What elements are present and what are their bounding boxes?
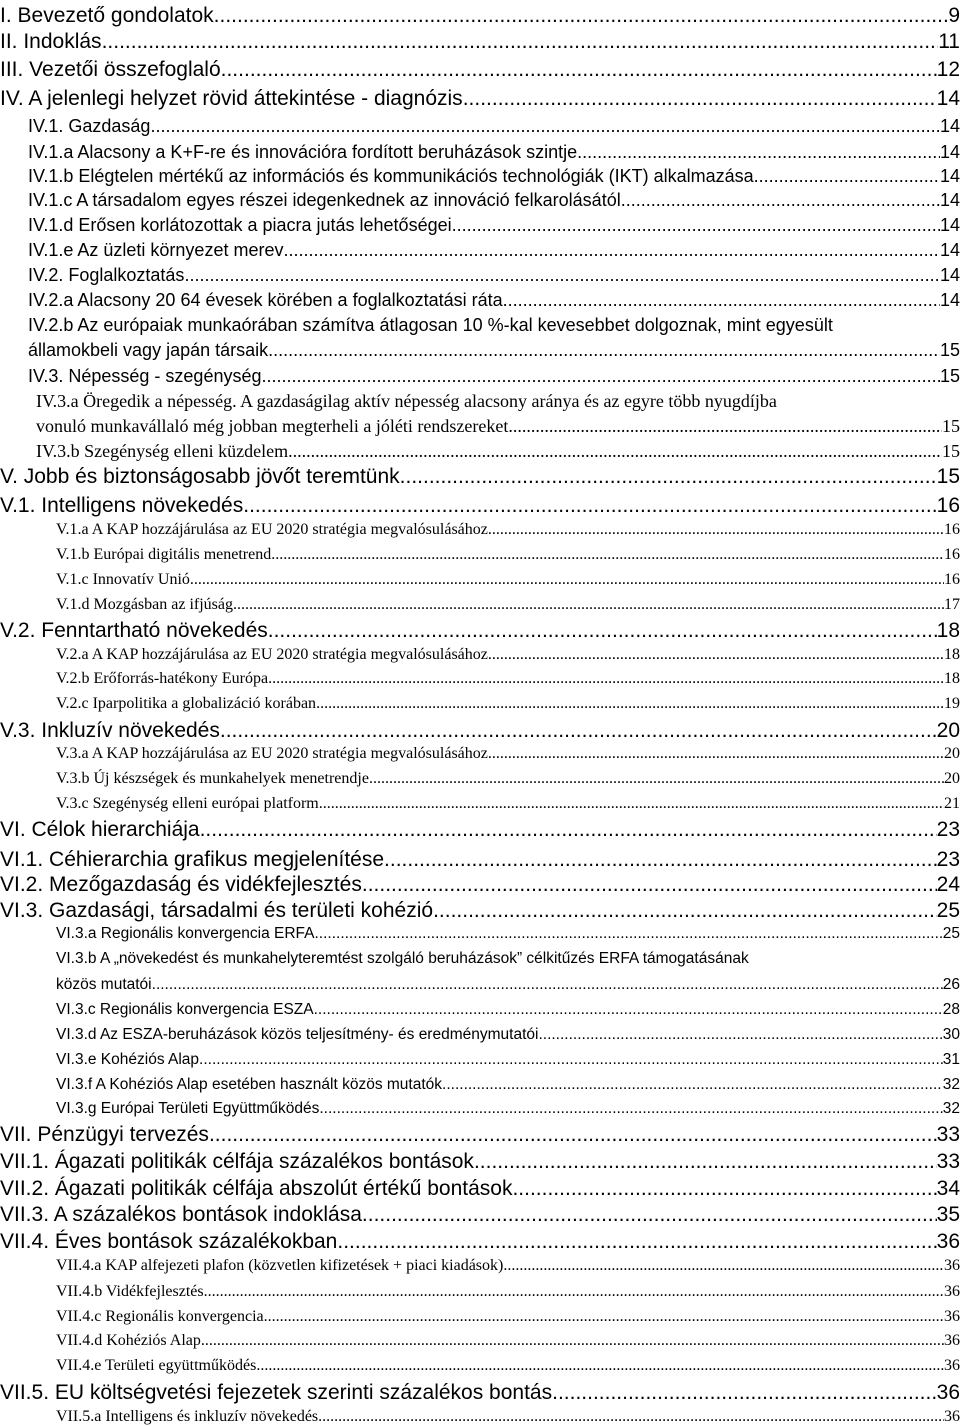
toc-entry[interactable] <box>56 521 960 539</box>
toc-entry[interactable] <box>0 1230 960 1254</box>
toc-page-number: 33 <box>936 1123 960 1146</box>
toc-page-number: 14 <box>939 116 960 136</box>
toc-page-number: 34 <box>936 1177 960 1200</box>
toc-entry-title: VII.3. A százalékos bontások indoklása <box>0 1203 362 1226</box>
toc-entry-title: IV.3.b Szegénység elleni küzdelem <box>36 441 289 461</box>
toc-entry[interactable] <box>0 1150 960 1174</box>
toc-entry[interactable] <box>56 1283 960 1301</box>
toc-page-number: 20 <box>944 770 960 787</box>
toc-entry[interactable] <box>28 315 960 336</box>
toc-entry[interactable] <box>28 116 960 137</box>
toc-entry[interactable] <box>36 391 960 412</box>
toc-entry-title: V. Jobb és biztonságosabb jövőt teremtünk <box>0 465 400 488</box>
toc-entry-title: V.2.c Iparpolitika a globalizáció korában <box>56 695 317 712</box>
toc-entry[interactable] <box>28 265 960 286</box>
dot-leader <box>577 142 940 163</box>
toc-page-number: 36 <box>944 1283 960 1300</box>
toc-page-number: 17 <box>944 596 960 613</box>
toc-entry[interactable] <box>56 1100 960 1118</box>
toc-entry[interactable] <box>0 58 960 82</box>
toc-page-number: 24 <box>936 873 960 896</box>
toc-entry[interactable] <box>36 441 960 462</box>
dot-leader <box>488 646 944 664</box>
toc-entry[interactable] <box>28 166 960 187</box>
toc-page-number: 32 <box>942 1076 960 1093</box>
dot-leader <box>268 340 940 361</box>
toc-entry-title: VI.3.f A Kohéziós Alap esetében használt közös mutatók <box>56 1076 443 1093</box>
toc-page-number: 33 <box>936 1150 960 1173</box>
dot-leader <box>102 30 939 54</box>
toc-entry[interactable] <box>56 1408 960 1426</box>
toc-entry[interactable] <box>0 1203 960 1227</box>
toc-page-number: 36 <box>944 1257 960 1274</box>
toc-page-number: 36 <box>936 1230 960 1253</box>
dot-leader <box>243 494 936 518</box>
dot-leader <box>316 695 944 713</box>
toc-entry-continuation[interactable] <box>36 416 960 437</box>
toc-page-number: 25 <box>936 899 960 922</box>
dot-leader <box>204 1283 944 1301</box>
toc-page-number: 14 <box>939 265 960 285</box>
toc-entry-title: VII.2. Ágazati politikák célfája abszolút értékű bontások <box>0 1177 513 1200</box>
toc-page-number: 36 <box>944 1408 960 1425</box>
dot-leader <box>288 441 942 462</box>
toc-entry-title: VI.3.g Európai Területi Együttműködés <box>56 1100 320 1117</box>
toc-entry-title: VII.5.a Intelligens és inkluzív növekedés <box>56 1408 319 1425</box>
toc-entry-title: VII.4.a KAP alfejezeti plafon (közvetlen kifizetések + piaci kiadások) <box>56 1257 504 1274</box>
toc-page-number: 14 <box>936 87 960 110</box>
dot-leader <box>754 166 940 187</box>
dot-leader <box>538 1026 942 1044</box>
toc-page-number: 36 <box>944 1308 960 1325</box>
toc-page-number: 15 <box>936 465 960 488</box>
dot-leader <box>314 925 942 943</box>
dot-leader <box>200 818 937 842</box>
toc-entry[interactable] <box>0 494 960 518</box>
toc-entry-title: V.2.b Erőforrás-hatékony Európa <box>56 670 269 687</box>
toc-entry-continuation[interactable] <box>56 976 960 994</box>
toc-page-number: 9 <box>948 4 960 27</box>
dot-leader <box>209 1123 937 1147</box>
dot-leader <box>268 619 937 643</box>
toc-entry-title: VI. Célok hierarchiája <box>0 818 200 841</box>
toc-entry[interactable] <box>56 1332 960 1350</box>
toc-entry[interactable] <box>0 465 960 489</box>
toc-page-number: 15 <box>942 441 960 461</box>
toc-entry-title: VII.4.b Vidékfejlesztés <box>56 1283 204 1300</box>
toc-entry[interactable] <box>56 695 960 713</box>
toc-entry-title: IV. A jelenlegi helyzet rövid áttekintése - diagnózis <box>0 87 463 110</box>
toc-entry[interactable] <box>56 745 960 763</box>
toc-page-number: 26 <box>942 976 960 993</box>
dot-leader <box>400 465 937 489</box>
dot-leader <box>201 1332 944 1350</box>
toc-entry-title: VI.3.a Regionális konvergencia ERFA <box>56 925 315 942</box>
toc-page-number: 30 <box>942 1026 960 1043</box>
toc-page-number: 19 <box>944 695 960 712</box>
dot-leader <box>233 596 944 614</box>
toc-entry[interactable] <box>0 818 960 842</box>
toc-page-number: 16 <box>944 546 960 563</box>
toc-entry[interactable] <box>0 873 960 897</box>
toc-entry-title: VI.3.b A „növekedést és munkahelyteremtést szolgáló beruházások” célkitűzés ERFA támogatásának <box>56 950 749 967</box>
toc-entry-title-continued: közös mutatói <box>56 976 152 993</box>
toc-entry-title: VI.3.c Regionális konvergencia ESZA <box>56 1001 314 1018</box>
toc-entry[interactable] <box>56 1001 960 1019</box>
toc-entry[interactable] <box>56 1357 960 1375</box>
toc-entry[interactable] <box>56 646 960 664</box>
dot-leader <box>508 416 942 437</box>
dot-leader <box>337 1230 936 1254</box>
toc-entry-title: IV.2. Foglalkoztatás <box>28 265 185 285</box>
toc-entry[interactable] <box>0 619 960 643</box>
dot-leader <box>433 899 937 923</box>
toc-entry[interactable] <box>56 1026 960 1044</box>
toc-entry-title: IV.3.a Öregedik a népesség. A gazdaságilag aktív népesség alacsony aránya és az egyre több nyugdíjba <box>36 391 777 411</box>
dot-leader <box>283 240 940 261</box>
toc-entry-title: V.3. Inkluzív növekedés <box>0 719 220 742</box>
toc-entry[interactable] <box>0 4 960 28</box>
dot-leader <box>318 1408 944 1426</box>
dot-leader <box>503 1257 944 1275</box>
toc-page-number: 15 <box>939 366 960 386</box>
toc-entry[interactable] <box>28 215 960 236</box>
toc-page-number: 32 <box>942 1100 960 1117</box>
dot-leader <box>319 1100 942 1118</box>
toc-page-number: 28 <box>942 1001 960 1018</box>
dot-leader <box>199 1051 943 1069</box>
dot-leader <box>452 215 940 236</box>
toc-entry-title: IV.1.c A társadalom egyes részei idegenkednek az innováció felkarolásától <box>28 190 621 210</box>
toc-page-number: 14 <box>939 190 960 210</box>
dot-leader <box>369 770 944 788</box>
toc-page-number: 20 <box>936 719 960 742</box>
dot-leader <box>488 745 944 763</box>
toc-entry-title: V.3.a A KAP hozzájárulása az EU 2020 stratégia megvalósulásához <box>56 745 488 762</box>
dot-leader <box>264 1308 944 1326</box>
dot-leader <box>150 116 940 137</box>
toc-entry-title: V.1.d Mozgásban az ifjúság <box>56 596 233 613</box>
toc-entry-title: V.2.a A KAP hozzájárulása az EU 2020 stratégia megvalósulásához <box>56 646 488 663</box>
toc-entry[interactable] <box>56 1257 960 1275</box>
toc-entry[interactable] <box>0 848 960 872</box>
dot-leader <box>503 290 940 311</box>
toc-page-number: 23 <box>936 818 960 841</box>
toc-entry-title-continued: államokbeli vagy japán társaik <box>28 340 269 360</box>
toc-entry[interactable] <box>0 719 960 743</box>
toc-entry-title: VII.1. Ágazati politikák célfája százalékos bontások <box>0 1150 474 1173</box>
toc-page-number: 16 <box>936 494 960 517</box>
toc-page-number: 18 <box>944 670 960 687</box>
toc-entry[interactable] <box>56 925 960 943</box>
toc-entry[interactable] <box>0 1123 960 1147</box>
toc-page-number: 18 <box>944 646 960 663</box>
toc-page-number: 14 <box>939 142 960 162</box>
dot-leader <box>319 795 944 813</box>
toc-page-number: 15 <box>942 416 960 436</box>
toc-page-number: 14 <box>939 290 960 310</box>
toc-entry[interactable] <box>56 950 960 968</box>
toc-entry-title: III. Vezetői összefoglaló <box>0 58 221 81</box>
toc-entry-title: VII.5. EU költségvetési fejezetek szerinti százalékos bontás <box>0 1381 553 1404</box>
toc-entry[interactable] <box>56 596 960 614</box>
toc-entry-title: IV.1.d Erősen korlátozottak a piacra jutás lehetőségei <box>28 215 452 235</box>
dot-leader <box>384 848 937 872</box>
toc-page-number: 23 <box>936 848 960 871</box>
toc-entry[interactable] <box>28 190 960 211</box>
toc-entry-title: IV.1.e Az üzleti környezet merev <box>28 240 284 260</box>
toc-page-number: 16 <box>944 521 960 538</box>
toc-entry-title-continued: vonuló munkavállaló még jobban megterheli a jóléti rendszereket <box>36 416 509 436</box>
toc-entry[interactable] <box>56 571 960 589</box>
toc-page-number: 14 <box>939 166 960 186</box>
toc-entry-title: V.1.a A KAP hozzájárulása az EU 2020 stratégia megvalósulásához <box>56 521 488 538</box>
dot-leader <box>362 873 937 897</box>
toc-entry[interactable] <box>56 546 960 564</box>
dot-leader <box>463 87 937 111</box>
toc-entry-title: VII. Pénzügyi tervezés <box>0 1123 209 1146</box>
toc-entry[interactable] <box>0 30 960 54</box>
toc-entry[interactable] <box>0 899 960 923</box>
toc-entry-title: VII.4.e Területi együttműködés <box>56 1357 257 1374</box>
toc-page-number: 20 <box>944 745 960 762</box>
dot-leader <box>190 571 944 589</box>
toc-page-number: 31 <box>942 1051 960 1068</box>
toc-entry-title: VII.4. Éves bontások százalékokban <box>0 1230 338 1253</box>
toc-entry[interactable] <box>56 1051 960 1069</box>
toc-entry-title: VII.4.c Regionális konvergencia <box>56 1308 264 1325</box>
toc-entry-title: VII.4.d Kohéziós Alap <box>56 1332 201 1349</box>
toc-entry-title: V.3.c Szegénység elleni európai platform <box>56 795 319 812</box>
toc-page-number: 14 <box>939 215 960 235</box>
toc-entry-title: IV.1.a Alacsony a K+F-re és innovációra fordított beruházások szintje <box>28 142 578 162</box>
toc-page-number: 21 <box>944 795 960 812</box>
toc-entry-title: VI.3.d Az ESZA-beruházások közös teljesítmény- és eredménymutatói <box>56 1026 539 1043</box>
dot-leader <box>314 1001 943 1019</box>
toc-page-number: 36 <box>936 1381 960 1404</box>
toc-entry[interactable] <box>0 1381 960 1405</box>
toc-entry-title: VI.1. Céhierarchia grafikus megjelenítése <box>0 848 385 871</box>
toc-page-number: 35 <box>936 1203 960 1226</box>
dot-leader <box>214 4 949 28</box>
dot-leader <box>221 58 937 82</box>
toc-entry-continuation[interactable] <box>28 340 960 361</box>
toc-entry-title: IV.1. Gazdaság <box>28 116 151 136</box>
toc-entry-title: IV.2.b Az európaiak munkaórában számítva átlagosan 10 %-kal kevesebbet dolgoznak, mint egyesült <box>28 315 833 335</box>
toc-page-number: 11 <box>938 30 960 53</box>
dot-leader <box>474 1150 937 1174</box>
toc-entry[interactable] <box>28 142 960 163</box>
toc-entry[interactable] <box>28 366 960 387</box>
toc-page-number: 12 <box>936 58 960 81</box>
dot-leader <box>442 1076 943 1094</box>
dot-leader <box>621 190 940 211</box>
toc-entry-title: V.2. Fenntartható növekedés <box>0 619 268 642</box>
toc-entry[interactable] <box>56 670 960 688</box>
toc-entry[interactable] <box>0 1177 960 1201</box>
toc-entry-title: II. Indoklás <box>0 30 102 53</box>
toc-entry[interactable] <box>56 1076 960 1094</box>
dot-leader <box>220 719 937 743</box>
toc-entry-title: V.1. Intelligens növekedés <box>0 494 244 517</box>
dot-leader <box>152 976 943 994</box>
dot-leader <box>268 670 944 688</box>
toc-page-number: 36 <box>944 1332 960 1349</box>
dot-leader <box>488 521 944 539</box>
dot-leader <box>512 1177 936 1201</box>
toc-entry[interactable] <box>56 770 960 788</box>
toc-entry[interactable] <box>28 290 960 311</box>
dot-leader <box>271 546 944 564</box>
toc-entry-title: IV.2.a Alacsony 20 64 évesek körében a foglalkoztatási ráta <box>28 290 503 310</box>
toc-entry-title: IV.1.b Elégtelen mértékű az információs és kommunikációs technológiák (IKT) alkalmazása <box>28 166 754 186</box>
toc-page-number: 36 <box>944 1357 960 1374</box>
toc-entry-title: V.1.b Európai digitális menetrend <box>56 546 272 563</box>
dot-leader <box>184 265 940 286</box>
dot-leader <box>256 1357 944 1375</box>
toc-entry-title: VI.3.e Kohéziós Alap <box>56 1051 200 1068</box>
dot-leader <box>261 366 939 387</box>
toc-page-number: 18 <box>936 619 960 642</box>
toc-entry-title: V.1.c Innovatív Unió <box>56 571 190 588</box>
toc-entry[interactable] <box>56 795 960 813</box>
toc-entry-title: IV.3. Népesség - szegénység <box>28 366 262 386</box>
toc-entry-title: V.3.b Új készségek és munkahelyek menetrendje <box>56 770 369 787</box>
toc-entry[interactable] <box>28 240 960 261</box>
dot-leader <box>362 1203 937 1227</box>
toc-entry-title: VI.3. Gazdasági, társadalmi és területi kohézió <box>0 899 434 922</box>
toc-page-number: 15 <box>939 340 960 360</box>
toc-entry-title: I. Bevezető gondolatok <box>0 4 214 27</box>
dot-leader <box>552 1381 937 1405</box>
toc-entry[interactable] <box>56 1308 960 1326</box>
toc-page-number: 16 <box>944 571 960 588</box>
toc-page-number: 25 <box>942 925 960 942</box>
toc-entry[interactable] <box>0 87 960 111</box>
toc-entry-title: VI.2. Mezőgazdaság és vidékfejlesztés <box>0 873 362 896</box>
toc-page-number: 14 <box>939 240 960 260</box>
